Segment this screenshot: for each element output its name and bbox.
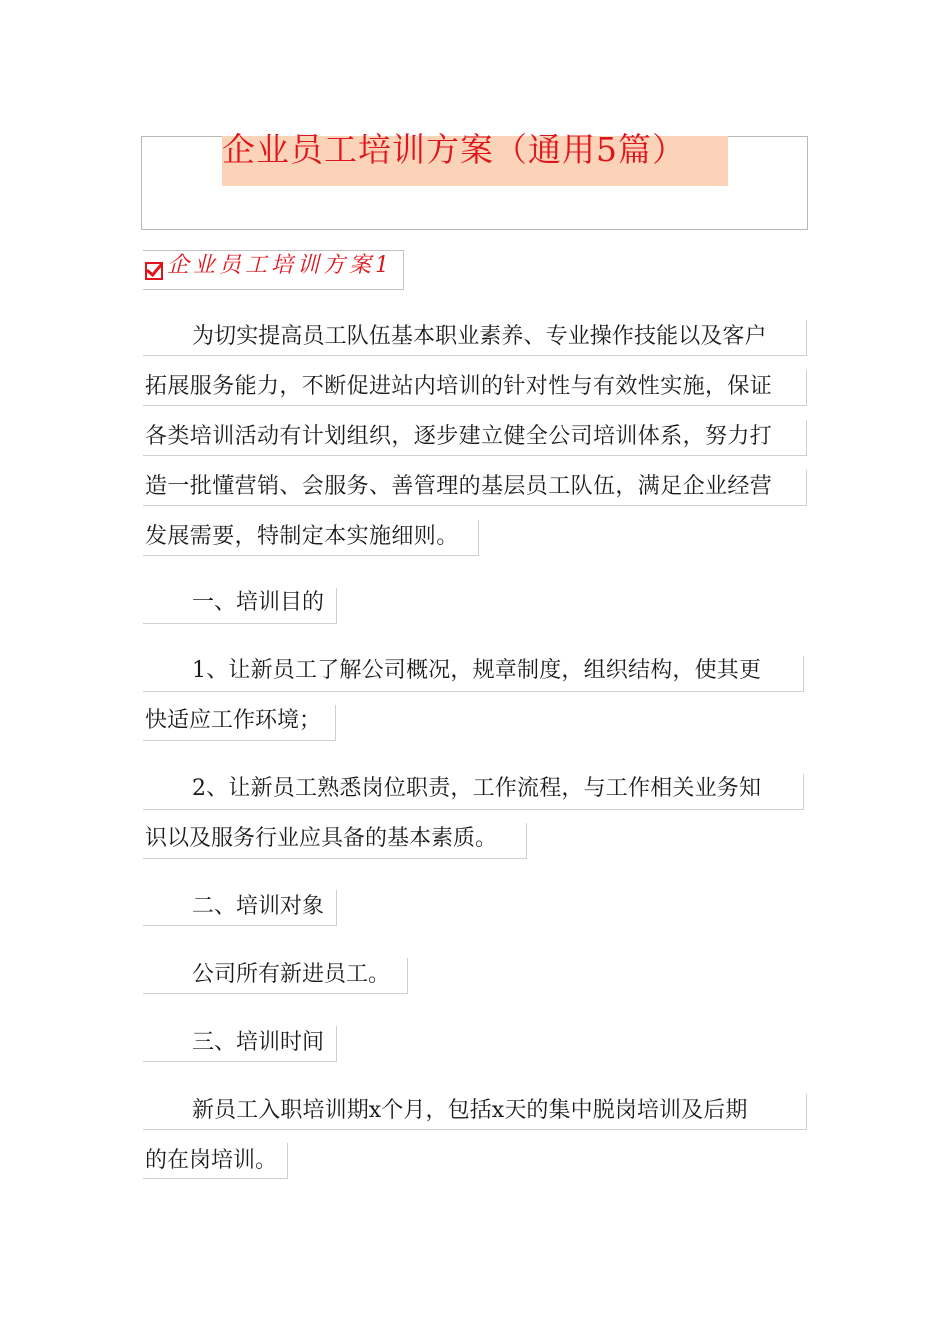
document-title: 企业员工培训方案（通用5篇）: [222, 130, 686, 169]
section-heading: 企业员工培训方案1: [167, 253, 393, 278]
body-line: 识以及服务行业应具备的基本素质。: [145, 826, 498, 851]
body-line: 快适应工作环境；: [145, 708, 322, 733]
body-line: 发展需要，特制定本实施细则。: [145, 524, 459, 549]
body-line: 为切实提高员工队伍基本职业素养、专业操作技能以及客户: [192, 324, 767, 349]
body-line: 造一批懂营销、会服务、善管理的基层员工队伍，满足企业经营: [145, 474, 773, 499]
checkbox-icon: [145, 262, 163, 280]
section-title: 一、培训目的: [192, 590, 325, 615]
section-title: 三、培训时间: [192, 1030, 325, 1055]
body-line: 2、让新员工熟悉岗位职责，工作流程，与工作相关业务知: [192, 776, 762, 801]
body-line: 的在岗培训。: [145, 1148, 278, 1173]
body-line: 公司所有新进员工。: [192, 962, 391, 987]
body-line: 新员工入职培训期x个月，包括x天的集中脱岗培训及后期: [192, 1098, 748, 1123]
body-line: 拓展服务能力，不断促进站内培训的针对性与有效性实施，保证: [145, 374, 773, 399]
body-line: 各类培训活动有计划组织，逐步建立健全公司培训体系，努力打: [145, 424, 773, 449]
body-line: 1、让新员工了解公司概况，规章制度，组织结构，使其更: [192, 658, 762, 683]
section-title: 二、培训对象: [192, 894, 325, 919]
